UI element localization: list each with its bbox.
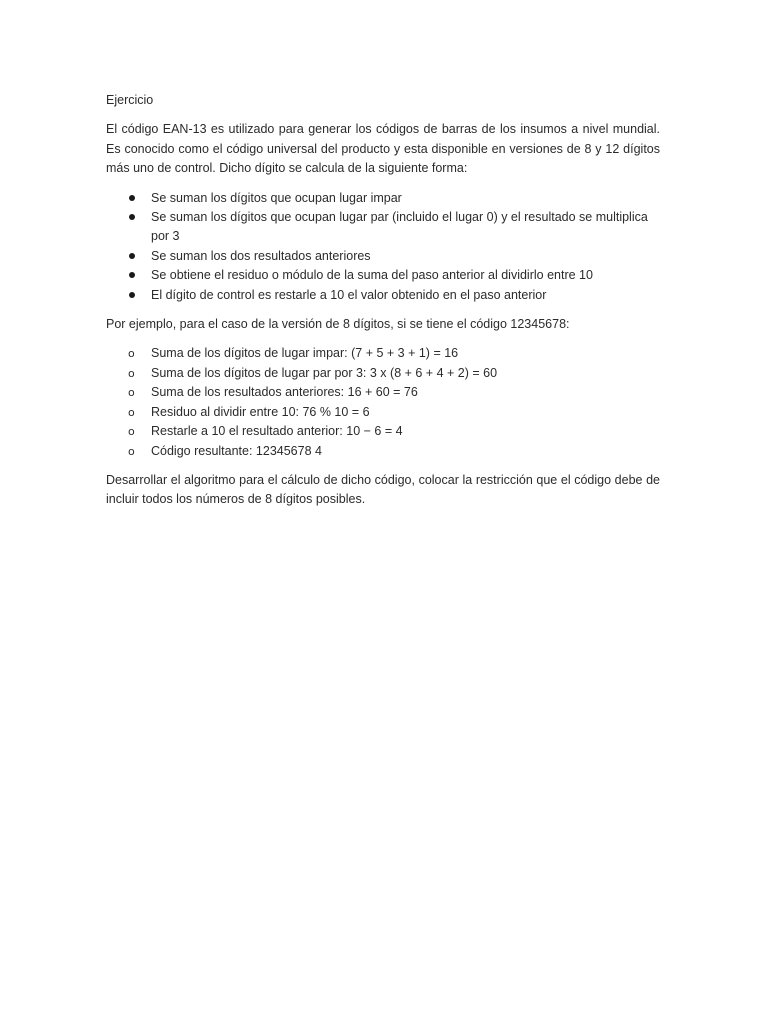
- sub-bullet-icon: o: [128, 386, 135, 400]
- sub-bullet-icon: o: [128, 347, 135, 361]
- list-item: [106, 442, 660, 461]
- example-steps-list: [106, 344, 660, 460]
- list-item: [106, 344, 660, 363]
- list-item: [106, 208, 660, 247]
- bullet-icon: [129, 292, 135, 298]
- step-text: Se obtiene el residuo o módulo de la suma del paso anterior al dividirlo entre 10: [151, 268, 593, 283]
- list-item: [106, 189, 660, 208]
- step-text: Se suman los dígitos que ocupan lugar par (incluido el lugar 0) y el resultado se multiplica por 3: [151, 210, 648, 244]
- sub-bullet-icon: o: [128, 425, 135, 439]
- example-step-text: Código resultante: 12345678 4: [151, 443, 322, 458]
- step-text: Se suman los dos resultados anteriores: [151, 248, 371, 263]
- example-step-text: Suma de los resultados anteriores: 16 + 60 = 76: [151, 385, 418, 400]
- conclusion-paragraph: Desarrollar el algoritmo para el cálculo de dicho código, colocar la restricción que el código debe de incluir todos los números de 8 dígitos posibles.: [106, 472, 660, 507]
- list-item: [106, 286, 660, 305]
- sub-bullet-icon: o: [128, 405, 135, 419]
- list-item: [106, 247, 660, 266]
- step-text: El dígito de control es restarle a 10 el valor obtenido en el paso anterior: [151, 287, 547, 302]
- sub-bullet-icon: o: [128, 444, 135, 458]
- example-intro: Por ejemplo, para el caso de la versión de 8 dígitos, si se tiene el código 12345678:: [106, 317, 570, 332]
- list-item: [106, 266, 660, 285]
- example-step-text: Restarle a 10 el resultado anterior: 10 − 6 = 4: [151, 424, 403, 439]
- list-item: [106, 383, 660, 402]
- example-step-text: Suma de los dígitos de lugar par por 3: 3 x (8 + 6 + 4 + 2) = 60: [151, 365, 498, 380]
- sub-bullet-icon: o: [128, 366, 135, 380]
- example-step-text: Suma de los dígitos de lugar impar: (7 + 5 + 3 + 1) = 16: [151, 346, 459, 361]
- step-text: Se suman los dígitos que ocupan lugar impar: [151, 190, 402, 205]
- example-step-text: Residuo al dividir entre 10: 76 % 10 = 6: [151, 404, 370, 419]
- list-item: [106, 422, 660, 441]
- bullet-icon: [129, 253, 135, 259]
- steps-list: [106, 189, 660, 305]
- bullet-icon: [129, 214, 135, 220]
- exercise-heading: Ejercicio: [106, 93, 154, 107]
- intro-paragraph: El código EAN-13 es utilizado para generar los códigos de barras de los insumos a nivel mundial. Es conocido como el código universal del producto y esta disponible en versiones de 8 y 12 dígitos más uno de control. Dicho dígito se calcula de la siguiente forma:: [106, 122, 660, 176]
- bullet-icon: [129, 195, 135, 201]
- bullet-icon: [129, 272, 135, 278]
- list-item: [106, 364, 660, 383]
- list-item: [106, 403, 660, 422]
